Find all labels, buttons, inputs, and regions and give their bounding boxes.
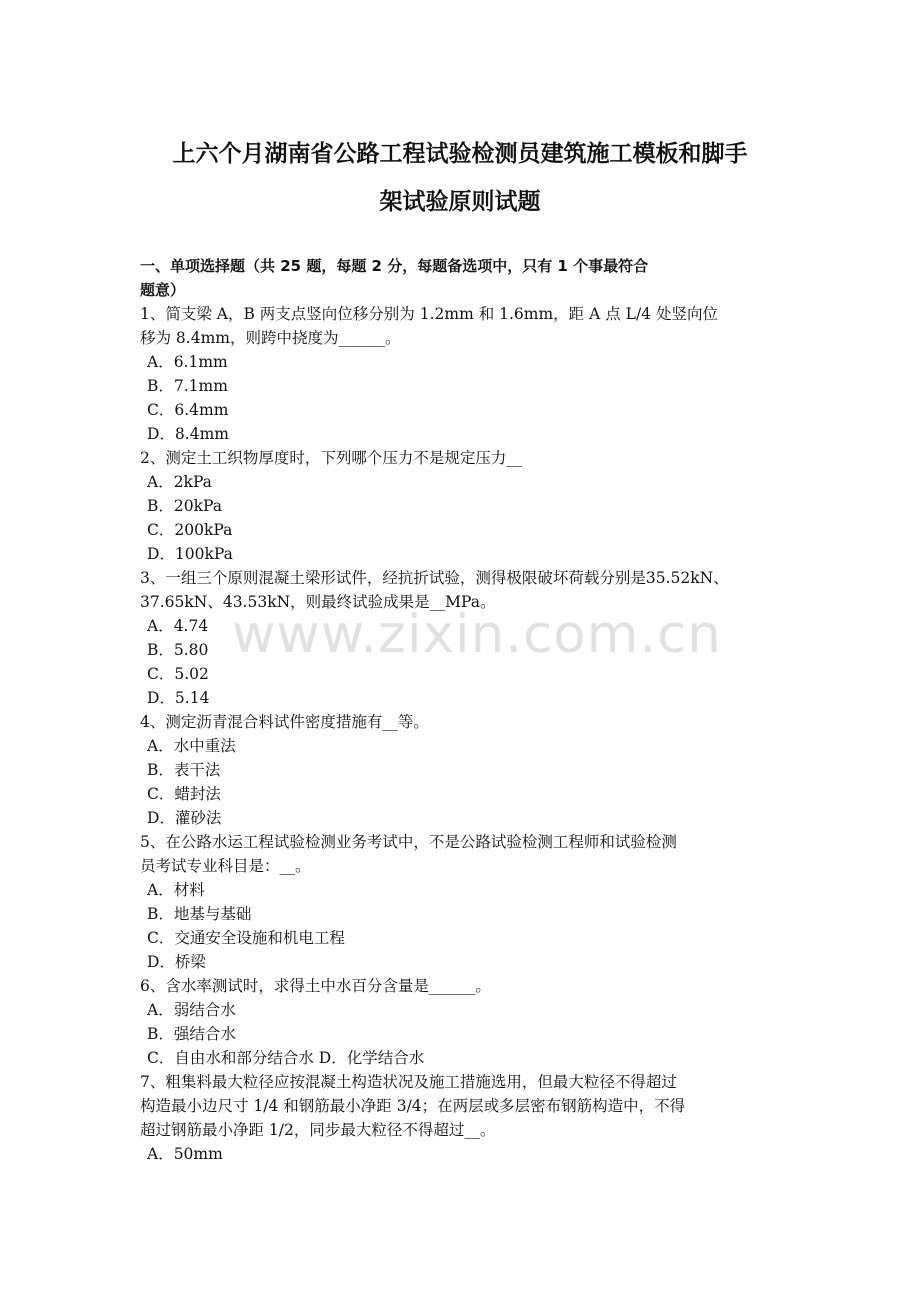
answer-option: D．灌砂法 bbox=[147, 809, 222, 827]
question-stem-line: 员考试专业科目是：__。 bbox=[140, 857, 311, 875]
question-stem-line: 6、含水率测试时，求得土中水百分含量是______。 bbox=[140, 977, 491, 995]
question-3 bbox=[140, 566, 785, 710]
answer-option: B．地基与基础 bbox=[147, 905, 252, 923]
answer-option: C．6.4mm bbox=[147, 401, 229, 419]
question-6 bbox=[140, 974, 785, 1070]
watermark: www.zixin.com.cn bbox=[232, 604, 722, 665]
question-stem-line: 1、简支梁 A，B 两支点竖向位移分别为 1.2mm 和 1.6mm，距 A 点 L/4 处竖向位 bbox=[140, 305, 718, 323]
question-stem-line: 超过钢筋最小净距 1/2，同步最大粒径不得超过__。 bbox=[140, 1121, 496, 1139]
answer-option: A．4.74 bbox=[147, 617, 209, 635]
page-title-line-2: 架试验原则试题 bbox=[379, 189, 541, 215]
answer-option: B．7.1mm bbox=[147, 377, 228, 395]
answer-option: A．6.1mm bbox=[147, 353, 228, 371]
answer-option: A．弱结合水 bbox=[147, 1001, 236, 1019]
section-heading-line-1: 一、单项选择题（共 25 题，每题 2 分，每题备选项中，只有 1 个事最符合 bbox=[140, 257, 649, 275]
answer-option: D．5.14 bbox=[147, 689, 210, 707]
question-stem-line: 5、在公路水运工程试验检测业务考试中，不是公路试验检测工程师和试验检测 bbox=[140, 833, 677, 851]
page-title-line-1: 上六个月湖南省公路工程试验检测员建筑施工模板和脚手 bbox=[172, 141, 748, 167]
question-list bbox=[140, 254, 785, 1166]
section-heading-line-2: 题意） bbox=[140, 281, 186, 299]
questions-container bbox=[140, 302, 785, 1166]
answer-option: B．5.80 bbox=[147, 641, 209, 659]
question-2 bbox=[140, 446, 785, 566]
answer-option: C．蜡封法 bbox=[147, 785, 221, 803]
answer-option: D．桥梁 bbox=[147, 953, 206, 971]
answer-option: B．强结合水 bbox=[147, 1025, 236, 1043]
answer-option: C．5.02 bbox=[147, 665, 209, 683]
answer-option: B．表干法 bbox=[147, 761, 221, 779]
answer-option: C．交通安全设施和机电工程 bbox=[147, 929, 345, 947]
answer-option: B．20kPa bbox=[147, 497, 222, 515]
answer-option: D．8.4mm bbox=[147, 425, 229, 443]
question-stem-line: 构造最小边尺寸 1/4 和钢筋最小净距 3/4；在两层或多层密布钢筋构造中，不得 bbox=[140, 1097, 686, 1115]
question-4 bbox=[140, 710, 785, 830]
answer-option: A．材料 bbox=[147, 881, 205, 899]
question-stem-line: 4、测定沥青混合料试件密度措施有__等。 bbox=[140, 713, 429, 731]
answer-option: D．100kPa bbox=[147, 545, 233, 563]
question-stem-line: 7、粗集料最大粒径应按混凝土构造状况及施工措施选用，但最大粒径不得超过 bbox=[140, 1073, 677, 1091]
question-5 bbox=[140, 830, 785, 974]
answer-option: C．200kPa bbox=[147, 521, 233, 539]
question-stem-line: 3、一组三个原则混凝土梁形试件，经抗折试验，测得极限破坏荷载分别是35.52kN、 bbox=[140, 569, 729, 587]
question-stem-line: 移为 8.4mm，则跨中挠度为______。 bbox=[140, 329, 401, 347]
answer-option: C．自由水和部分结合水 D．化学结合水 bbox=[147, 1049, 425, 1067]
answer-option: A．50mm bbox=[147, 1145, 223, 1163]
answer-option: A．2kPa bbox=[147, 473, 212, 491]
question-7 bbox=[140, 1070, 785, 1166]
question-1 bbox=[140, 302, 785, 446]
answer-option: A．水中重法 bbox=[147, 737, 236, 755]
question-stem-line: 2、测定土工织物厚度时，下列哪个压力不是规定压力__ bbox=[140, 449, 522, 467]
question-stem-line: 37.65kN、43.53kN，则最终试验成果是__MPa。 bbox=[140, 593, 496, 611]
